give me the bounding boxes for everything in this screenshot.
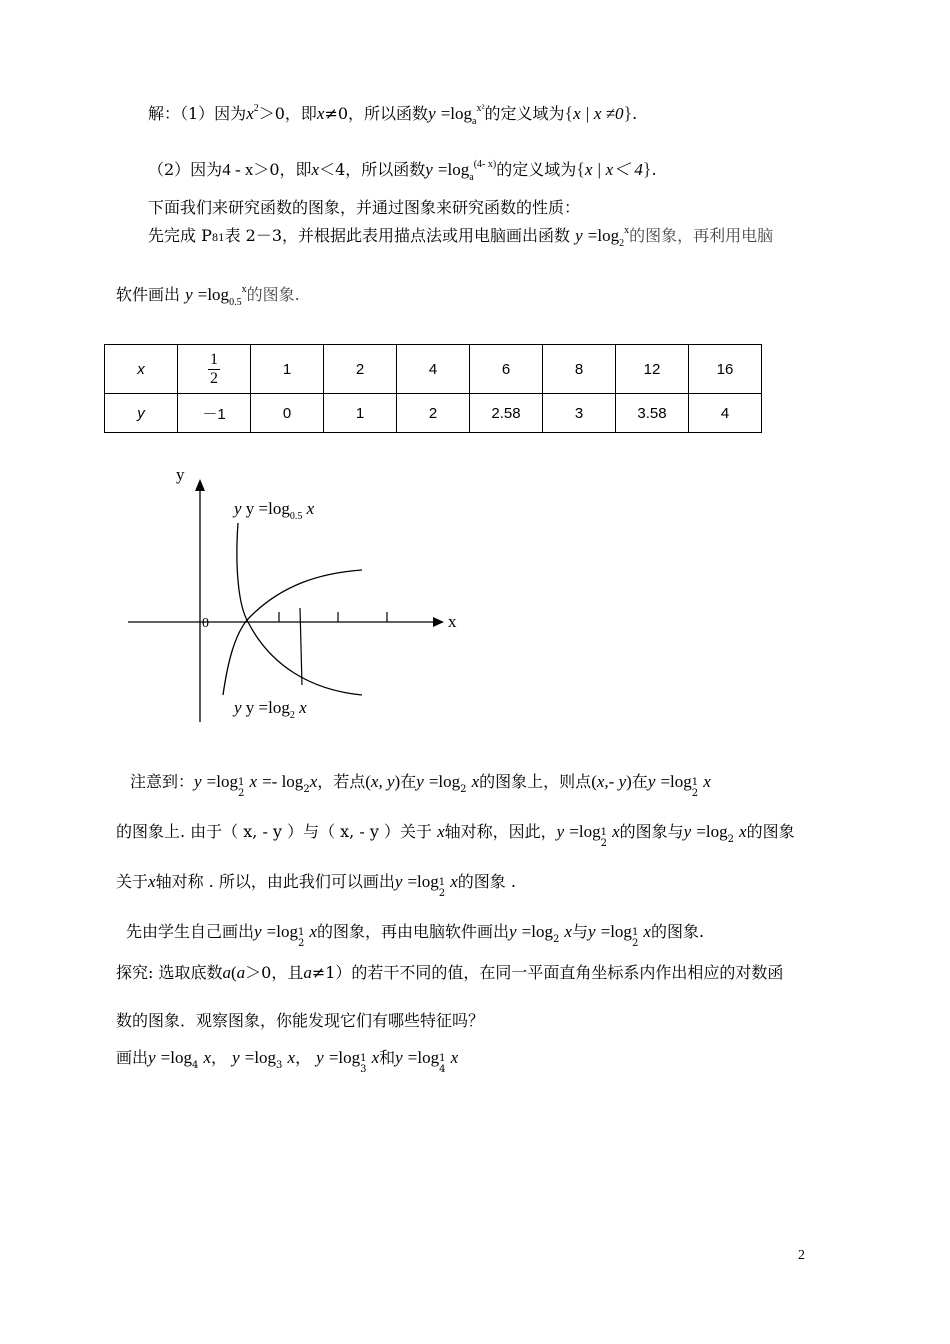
table-cell: 3 — [543, 394, 616, 433]
table-cell: 6 — [470, 345, 543, 394]
table-cell: 2 — [397, 394, 470, 433]
vertical-segment — [300, 608, 302, 685]
table-row-x — [105, 345, 762, 394]
x-axis-arrow — [433, 617, 444, 627]
log2-curve — [223, 570, 362, 695]
draw-line: 画出$y =\log_4$ x， $y =\log_3$ x， y =log1 3 x和y =log1 4 x — [116, 1048, 459, 1075]
intro-line: 下面我们来研究函数的图象，并通过图象来研究函数的性质： — [148, 198, 581, 217]
table-cell: 1 — [251, 345, 324, 394]
table-cell: 12 — [616, 345, 689, 394]
table-row-y — [105, 394, 762, 433]
table-cell: 4 — [689, 394, 762, 433]
solution-line-2: （2）因为4 - x＞0，即x＜4，所以函数$y =\log_a^{(4- x)}$的定义域为{x | x＜ 4}. — [148, 159, 657, 183]
table-cell: 1 — [324, 394, 397, 433]
y-axis-arrow — [195, 479, 205, 491]
table-cell: 16 — [689, 345, 762, 394]
table-cell: 3.58 — [616, 394, 689, 433]
table-cell: 2.58 — [470, 394, 543, 433]
table-y-label: y — [105, 394, 178, 433]
origin-label: 0 — [202, 616, 209, 631]
log-graph — [120, 455, 480, 730]
table-cell: 2 — [324, 345, 397, 394]
solution-line-1: 解：（1）因为$x^2>0$，即x≠0，所以函数$y =\log_a^{x^2}$的定义域为{x | x ≠0}. — [148, 103, 638, 127]
page-number: 2 — [798, 1248, 805, 1263]
task-line-1: 先完成 P81表 2－3，并根据此表用描点法或用电脑画出函数 $y =\log_2^x$的图象，再利用电脑 — [148, 225, 774, 249]
curve-label-log2: y $y =\log_2$ x — [234, 698, 307, 721]
fraction-half: $\frac{1}{2}$ — [210, 350, 218, 387]
table-cell: 4 — [397, 345, 470, 394]
table-cell — [178, 345, 251, 394]
note-line-3: 关于x轴对称 . 所以，由此我们可以画出y =log1 2 x的图象 . — [116, 872, 516, 899]
explore-line-1: 探究: 选取底数a(a＞0，且a≠1）的若干不同的值，在同一平面直角坐标系内作出相应的对数函 — [116, 963, 784, 982]
value-table — [104, 344, 762, 433]
note-line-1: 注意到：y =log1 2 $x =- \log_2x$，若点(x, y)在$y =\log_2$ x的图象上，则点(x,- y)在y =log1 2 x — [130, 772, 711, 799]
note-line-2: 的图象上. 由于（ x, - y ）与（ x, - y ）关于 x轴对称，因此，y =log1 2 x的图象与$y =\log_2$ x的图象 — [116, 822, 795, 849]
y-axis-label: y — [176, 465, 185, 484]
curve-label-log05: y $y =\log_{0.5}$ x — [234, 499, 315, 522]
table-cell: 0 — [251, 394, 324, 433]
x-axis-label: x — [448, 612, 457, 631]
table-x-label: x — [105, 345, 178, 394]
explore-line-2: 数的图象．观察图象，你能发现它们有哪些特征吗？ — [116, 1011, 485, 1030]
student-line: 先由学生自己画出y =log1 2 x的图象，再由电脑软件画出$y =\log_2$ x与y =log1 2 x的图象. — [126, 922, 705, 949]
table-cell: 8 — [543, 345, 616, 394]
table-cell: －1 — [178, 394, 251, 433]
task-line-2: 软件画出 $y =\log_{0.5}^x$的图象. — [116, 284, 300, 308]
